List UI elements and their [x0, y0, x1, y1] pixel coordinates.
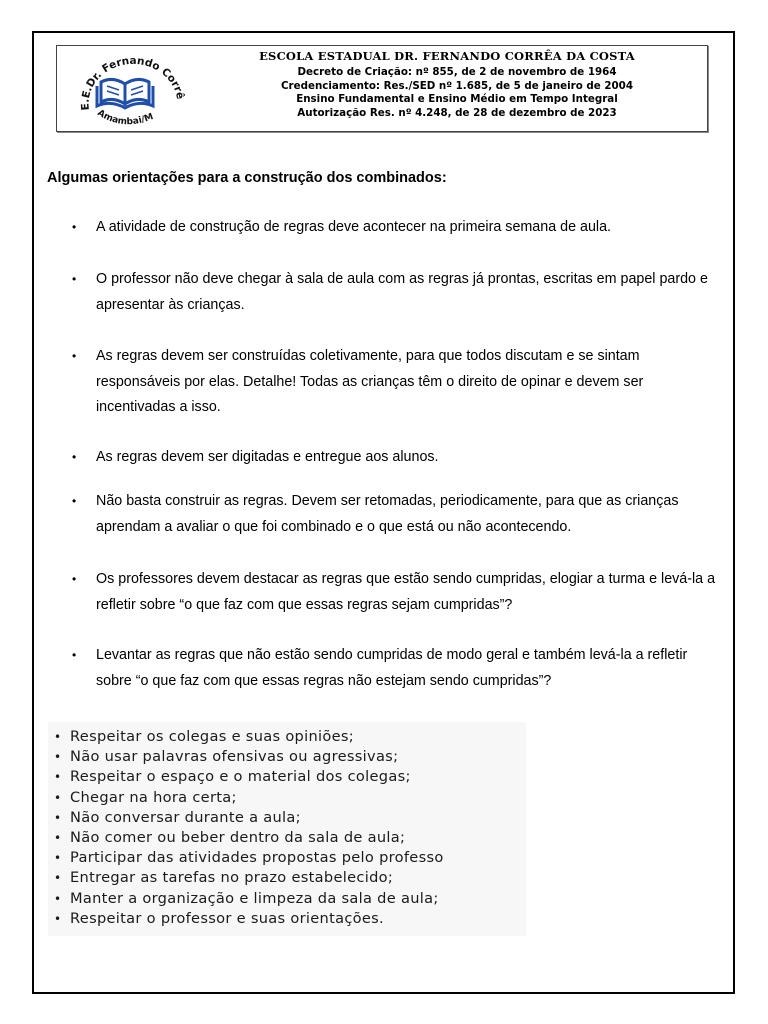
- orientation-text: Não basta construir as regras. Devem ser retomadas, periodicamente, para que as crianças aprendam a avaliar o que foi combinado e o que está ou não acontecendo.: [96, 493, 679, 535]
- school-logo: [59, 48, 191, 130]
- orientation-text: Levantar as regras que não estão sendo cumpridas de modo geral e também levá-la a refletir sobre “o que faz com que essas regras não estejam sendo cumpridas”?: [96, 647, 688, 689]
- rule-text: Respeitar o espaço e o material dos colegas;: [70, 768, 411, 786]
- bullet: •: [54, 810, 62, 825]
- bullet: •: [72, 349, 77, 363]
- rule-text: Manter a organização e limpeza da sala de aula;: [70, 889, 439, 907]
- rules-list-image: [48, 722, 526, 936]
- rule-text: Não comer ou beber dentro da sala de aula;: [70, 829, 406, 847]
- orientation-text: O professor não deve chegar à sala de aula com as regras já prontas, escritas em papel pardo e apresentar às crianças.: [96, 271, 708, 313]
- accreditation: Credenciamento: Res./SED nº 1.685, de 5 de janeiro de 2004: [281, 79, 633, 92]
- list-item: [72, 643, 722, 694]
- authorization: Autorização Res. nº 4.248, de 28 de dezembro de 2023: [297, 106, 617, 119]
- list-item: [72, 445, 722, 471]
- bullet: •: [72, 572, 77, 586]
- school-name: ESCOLA ESTADUAL DR. FERNANDO CORRÊA DA COSTA: [259, 49, 635, 63]
- rule-item: [48, 868, 526, 888]
- list-item: [72, 267, 722, 318]
- bullet: •: [72, 272, 77, 286]
- rule-text: Entregar as tarefas no prazo estabelecido;: [70, 869, 394, 887]
- creation-decree: Decreto de Criação: nº 855, de 2 de novembro de 1964: [297, 66, 617, 78]
- bullet: •: [54, 750, 62, 765]
- list-item: [72, 567, 722, 618]
- bullet: •: [72, 220, 77, 234]
- list-item: [72, 489, 722, 540]
- rule-text: Não usar palavras ofensivas ou agressivas;: [70, 748, 399, 766]
- rule-item: [48, 848, 526, 868]
- rules-list: [48, 722, 526, 929]
- bullet: •: [54, 871, 62, 886]
- rule-item: [48, 909, 526, 929]
- orientations-heading: Algumas orientações para a construção dos combinados:: [47, 170, 447, 186]
- education-levels: Ensino Fundamental e Ensino Médio em Tempo Integral: [296, 93, 618, 106]
- orientation-text: A atividade de construção de regras deve acontecer na primeira semana de aula.: [96, 219, 612, 235]
- rule-text: Respeitar os colegas e suas opiniões;: [70, 728, 355, 745]
- bullet: •: [72, 450, 77, 464]
- rule-text: Participar das atividades propostas pelo professo: [70, 849, 444, 867]
- rule-item: [48, 788, 526, 808]
- list-item: [72, 344, 722, 421]
- school-header: [56, 45, 708, 132]
- rule-item: [48, 828, 526, 848]
- open-book-icon: [97, 79, 153, 108]
- rule-item: [48, 767, 526, 787]
- orientation-text: As regras devem ser digitadas e entregue aos alunos.: [96, 449, 439, 465]
- bullet: •: [72, 648, 77, 662]
- school-info: [207, 66, 707, 120]
- rule-item: [48, 808, 526, 828]
- list-item: [72, 215, 722, 241]
- school-seal: [59, 48, 191, 130]
- bullet: •: [54, 770, 62, 785]
- rule-item: [48, 727, 526, 747]
- rule-item: [48, 747, 526, 767]
- bullet: •: [54, 790, 62, 805]
- bullet: •: [54, 831, 62, 846]
- rule-text: Não conversar durante a aula;: [70, 808, 301, 826]
- bullet: •: [54, 851, 62, 866]
- rule-text: Chegar na hora certa;: [70, 788, 237, 806]
- rule-item: [48, 889, 526, 909]
- bullet: •: [54, 730, 62, 744]
- logo-city-text: Amambai/M: [95, 108, 155, 128]
- bullet: •: [72, 494, 77, 508]
- bullet: •: [54, 891, 62, 906]
- logo-arc-text: E.E.Dr. Fernando Corrê: [79, 54, 187, 111]
- rule-text: Respeitar o professor e suas orientações.: [70, 909, 385, 927]
- orientation-text: Os professores devem destacar as regras que estão sendo cumpridas, elogiar a turma e levá-la a refletir sobre “o que faz com que essas regras sejam cumpridas”?: [96, 571, 716, 613]
- orientation-text: As regras devem ser construídas coletivamente, para que todos discutam e se sintam responsáveis por elas. Detalhe! Todas as crianças têm o direito de opinar e devem ser incentivadas a isso.: [96, 348, 644, 415]
- bullet: •: [54, 911, 62, 926]
